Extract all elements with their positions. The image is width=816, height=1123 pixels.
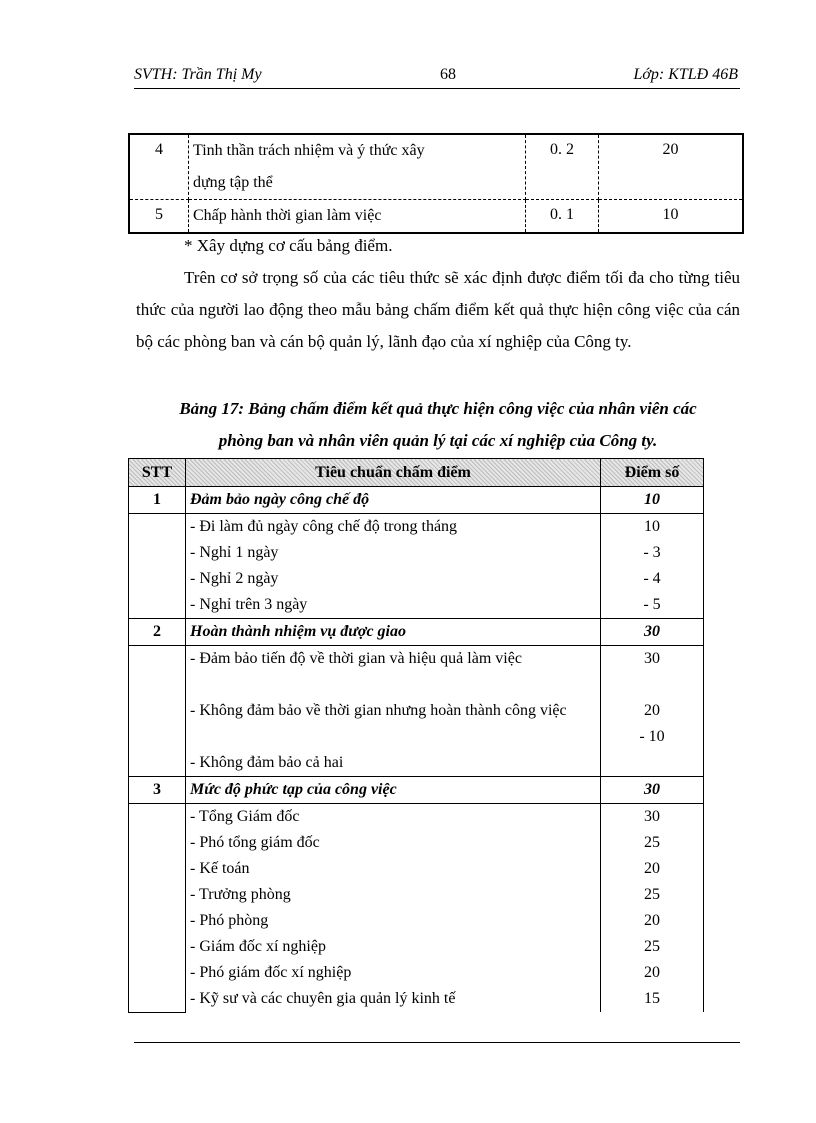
list-item: - Nghỉ trên 3 ngày bbox=[190, 596, 308, 613]
criterion-text: Tinh thần trách nhiệm và ý thức xây bbox=[193, 142, 425, 159]
section-stt: 2 bbox=[129, 619, 186, 646]
item-score: 20 bbox=[644, 702, 660, 719]
section-row bbox=[129, 619, 704, 646]
item-score: 25 bbox=[644, 834, 660, 851]
page-number: 68 bbox=[440, 66, 456, 83]
spacer bbox=[601, 750, 703, 776]
score-list bbox=[601, 514, 704, 619]
table-row bbox=[129, 134, 743, 200]
list-item: - Nghỉ 1 ngày bbox=[190, 544, 279, 561]
empty-cell bbox=[129, 804, 186, 1013]
class-code: Lớp: KTLĐ 46B bbox=[633, 66, 738, 83]
list-item: - Kế toán bbox=[190, 860, 250, 877]
weight-table-continuation bbox=[128, 133, 744, 234]
header-score: Điểm số bbox=[601, 459, 704, 487]
student-name: SVTH: Trần Thị My bbox=[134, 66, 262, 83]
section-row bbox=[129, 777, 704, 804]
item-score: 20 bbox=[644, 860, 660, 877]
list-item: - Không đảm bảo cả hai bbox=[190, 754, 344, 771]
spacer bbox=[601, 672, 703, 698]
item-score: 30 bbox=[644, 808, 660, 825]
item-list bbox=[186, 804, 601, 1013]
empty-cell bbox=[129, 646, 186, 777]
list-item: - Tổng Giám đốc bbox=[190, 808, 300, 825]
item-score: 20 bbox=[644, 912, 660, 929]
section-row bbox=[129, 487, 704, 514]
score-cell: 10 bbox=[662, 206, 679, 223]
list-item: - Kỹ sư và các chuyên gia quản lý kinh tế bbox=[190, 990, 456, 1007]
header-criterion: Tiêu chuẩn chấm điểm bbox=[186, 459, 601, 487]
section-stt: 1 bbox=[129, 487, 186, 514]
stt-cell: 5 bbox=[129, 200, 189, 234]
criterion-cell: Chấp hành thời gian làm việc bbox=[189, 200, 526, 234]
bullet-paragraph: * Xây dựng cơ cấu bảng điểm. bbox=[184, 236, 393, 255]
list-item: - Phó phòng bbox=[190, 912, 269, 929]
list-item: - Phó tổng giám đốc bbox=[190, 834, 320, 851]
section-title: Hoàn thành nhiệm vụ được giao bbox=[186, 619, 601, 646]
list-item: - Trưởng phòng bbox=[190, 886, 291, 903]
list-item: - Không đảm bảo về thời gian nhưng hoàn thành công việc bbox=[190, 702, 567, 719]
section-items-row bbox=[129, 646, 704, 777]
table-row bbox=[129, 200, 743, 234]
header-stt: STT bbox=[129, 459, 186, 487]
item-score: 25 bbox=[644, 886, 660, 903]
item-score: 30 bbox=[644, 650, 660, 667]
item-score: - 3 bbox=[643, 544, 661, 561]
item-score: 20 bbox=[644, 964, 660, 981]
section-title: Đảm bảo ngày công chế độ bbox=[186, 487, 601, 514]
section-score: 30 bbox=[601, 777, 704, 804]
table-caption bbox=[130, 393, 746, 457]
caption-line: Bảng 17: Bảng chấm điểm kết quả thực hiện công việc của nhân viên các bbox=[179, 399, 697, 418]
score-cell: 20 bbox=[599, 134, 744, 200]
item-score: 15 bbox=[644, 990, 660, 1007]
item-score: 25 bbox=[644, 938, 660, 955]
item-score: - 10 bbox=[639, 728, 665, 745]
section-title: Mức độ phức tạp của công việc bbox=[186, 777, 601, 804]
section-stt: 3 bbox=[129, 777, 186, 804]
score-list bbox=[601, 804, 704, 1013]
body-paragraph: Trên cơ sở trọng số của các tiêu thức sẽ xác định được điểm tối đa cho từng tiêu thức của người lao động theo mẫu bảng chấm điểm kết quả thực hiện công việc của cán bộ các phòng ban và cán bộ quản lý, lãnh đạo của xí nghiệp của Công ty. bbox=[136, 268, 740, 351]
weight-cell: 0. 2 bbox=[526, 134, 599, 200]
item-score: - 4 bbox=[643, 570, 661, 587]
empty-cell bbox=[129, 514, 186, 619]
table-header-row bbox=[129, 459, 704, 487]
item-list bbox=[186, 514, 601, 619]
item-list bbox=[186, 646, 601, 777]
list-item: - Phó giám đốc xí nghiệp bbox=[190, 964, 352, 981]
section-items-row bbox=[129, 804, 704, 1013]
criterion-cell bbox=[189, 134, 526, 200]
list-item: - Nghỉ 2 ngày bbox=[190, 570, 279, 587]
item-score: 10 bbox=[644, 518, 660, 535]
scoring-table bbox=[128, 458, 704, 1013]
page-header bbox=[134, 64, 740, 89]
list-item: - Giám đốc xí nghiệp bbox=[190, 938, 326, 955]
caption-line: phòng ban và nhân viên quản lý tại các xí nghiệp của Công ty. bbox=[218, 431, 658, 450]
stt-cell: 4 bbox=[129, 134, 189, 200]
section-score: 30 bbox=[601, 619, 704, 646]
weight-cell: 0. 1 bbox=[526, 200, 599, 234]
section-items-row bbox=[129, 514, 704, 619]
list-item: - Đảm bảo tiến độ về thời gian và hiệu quả làm việc bbox=[190, 650, 522, 667]
section-score: 10 bbox=[601, 487, 704, 514]
criterion-text: dựng tập thể bbox=[193, 174, 273, 191]
score-list bbox=[601, 646, 704, 777]
footer-rule bbox=[134, 1042, 740, 1043]
list-item: - Đi làm đủ ngày công chế độ trong tháng bbox=[190, 518, 458, 535]
item-score: - 5 bbox=[643, 596, 661, 613]
